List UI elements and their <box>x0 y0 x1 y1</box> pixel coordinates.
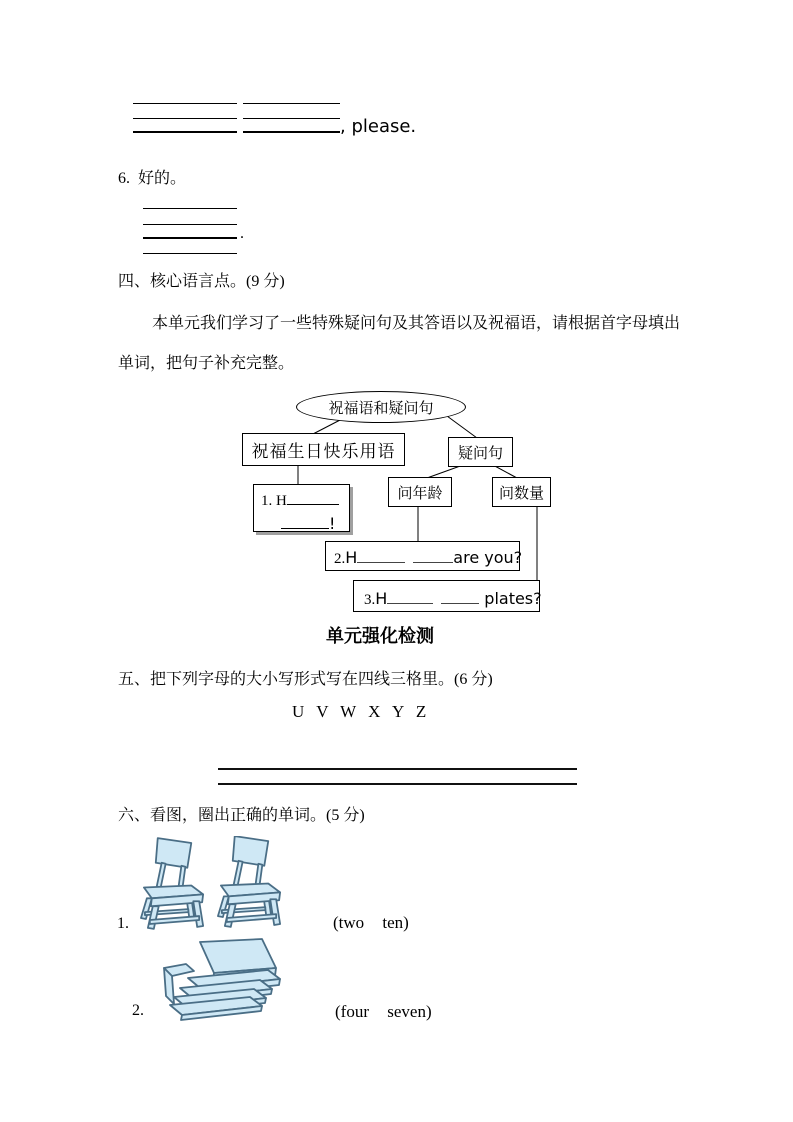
answer-blank <box>281 512 329 529</box>
two-chairs-illustration <box>138 836 288 932</box>
ask-age-label: 问年龄 <box>397 485 443 502</box>
answer-blank <box>357 546 405 563</box>
blank3-letter: H <box>375 589 388 608</box>
section4-intro-line2: 单词，把句子补充完整。 <box>118 355 295 372</box>
section5-heading: 五、把下列字母的大小写形式写在四线三格里。(6 分) <box>118 671 493 688</box>
item6-text: 好的。 <box>138 170 187 187</box>
question-branch-node <box>448 437 513 467</box>
mindmap-root-label: 祝福语和疑问句 <box>328 400 434 417</box>
blank2-suffix: are you? <box>453 548 523 567</box>
answer-line <box>218 768 577 770</box>
blessing-branch-node <box>242 433 405 466</box>
item6-number: 6. <box>118 170 130 187</box>
blank-item-1 <box>253 484 350 532</box>
section6-heading: 六、看图，圈出正确的单词。(5 分) <box>118 807 365 824</box>
blank3-suffix: plates? <box>484 589 542 608</box>
ask-quantity-label: 问数量 <box>498 485 544 502</box>
question-number: 2. <box>132 1002 144 1019</box>
mindmap-root-node <box>296 391 466 423</box>
section4-intro-line1: 本单元我们学习了一些特殊疑问句及其答语以及祝福语，请根据首字母填出 <box>152 315 681 332</box>
options-text: (two ten) <box>333 913 409 932</box>
blank1-prefix: 1. H <box>261 493 287 509</box>
blessing-branch-label: 祝福生日快乐用语 <box>251 442 396 461</box>
blank-item-2 <box>325 541 523 571</box>
letters-row: U V W X Y Z <box>292 702 427 721</box>
answer-line <box>218 783 577 785</box>
question-number: 1. <box>117 915 129 932</box>
options-text: (four seven) <box>335 1002 432 1021</box>
blank2-number: 2. <box>334 551 346 567</box>
blank3-number: 3. <box>364 592 376 608</box>
blank1-suffix: ! <box>329 514 336 533</box>
question-branch-label: 疑问句 <box>457 445 503 462</box>
ask-age-node <box>388 477 452 507</box>
item6-period: . <box>240 225 244 242</box>
unit-test-title: 单元强化检测 <box>326 626 434 646</box>
ask-quantity-node <box>492 477 551 507</box>
answer-blank <box>441 587 479 604</box>
section4-heading: 四、核心语言点。(9 分) <box>118 273 285 290</box>
answer-blank <box>387 587 433 604</box>
please-suffix-text: , please. <box>340 116 417 137</box>
answer-blank <box>413 546 453 563</box>
blank-item-3 <box>353 580 540 612</box>
answer-blank <box>287 488 339 505</box>
blank2-letter: H <box>345 548 358 567</box>
stacked-chairs-illustration <box>150 938 310 1026</box>
